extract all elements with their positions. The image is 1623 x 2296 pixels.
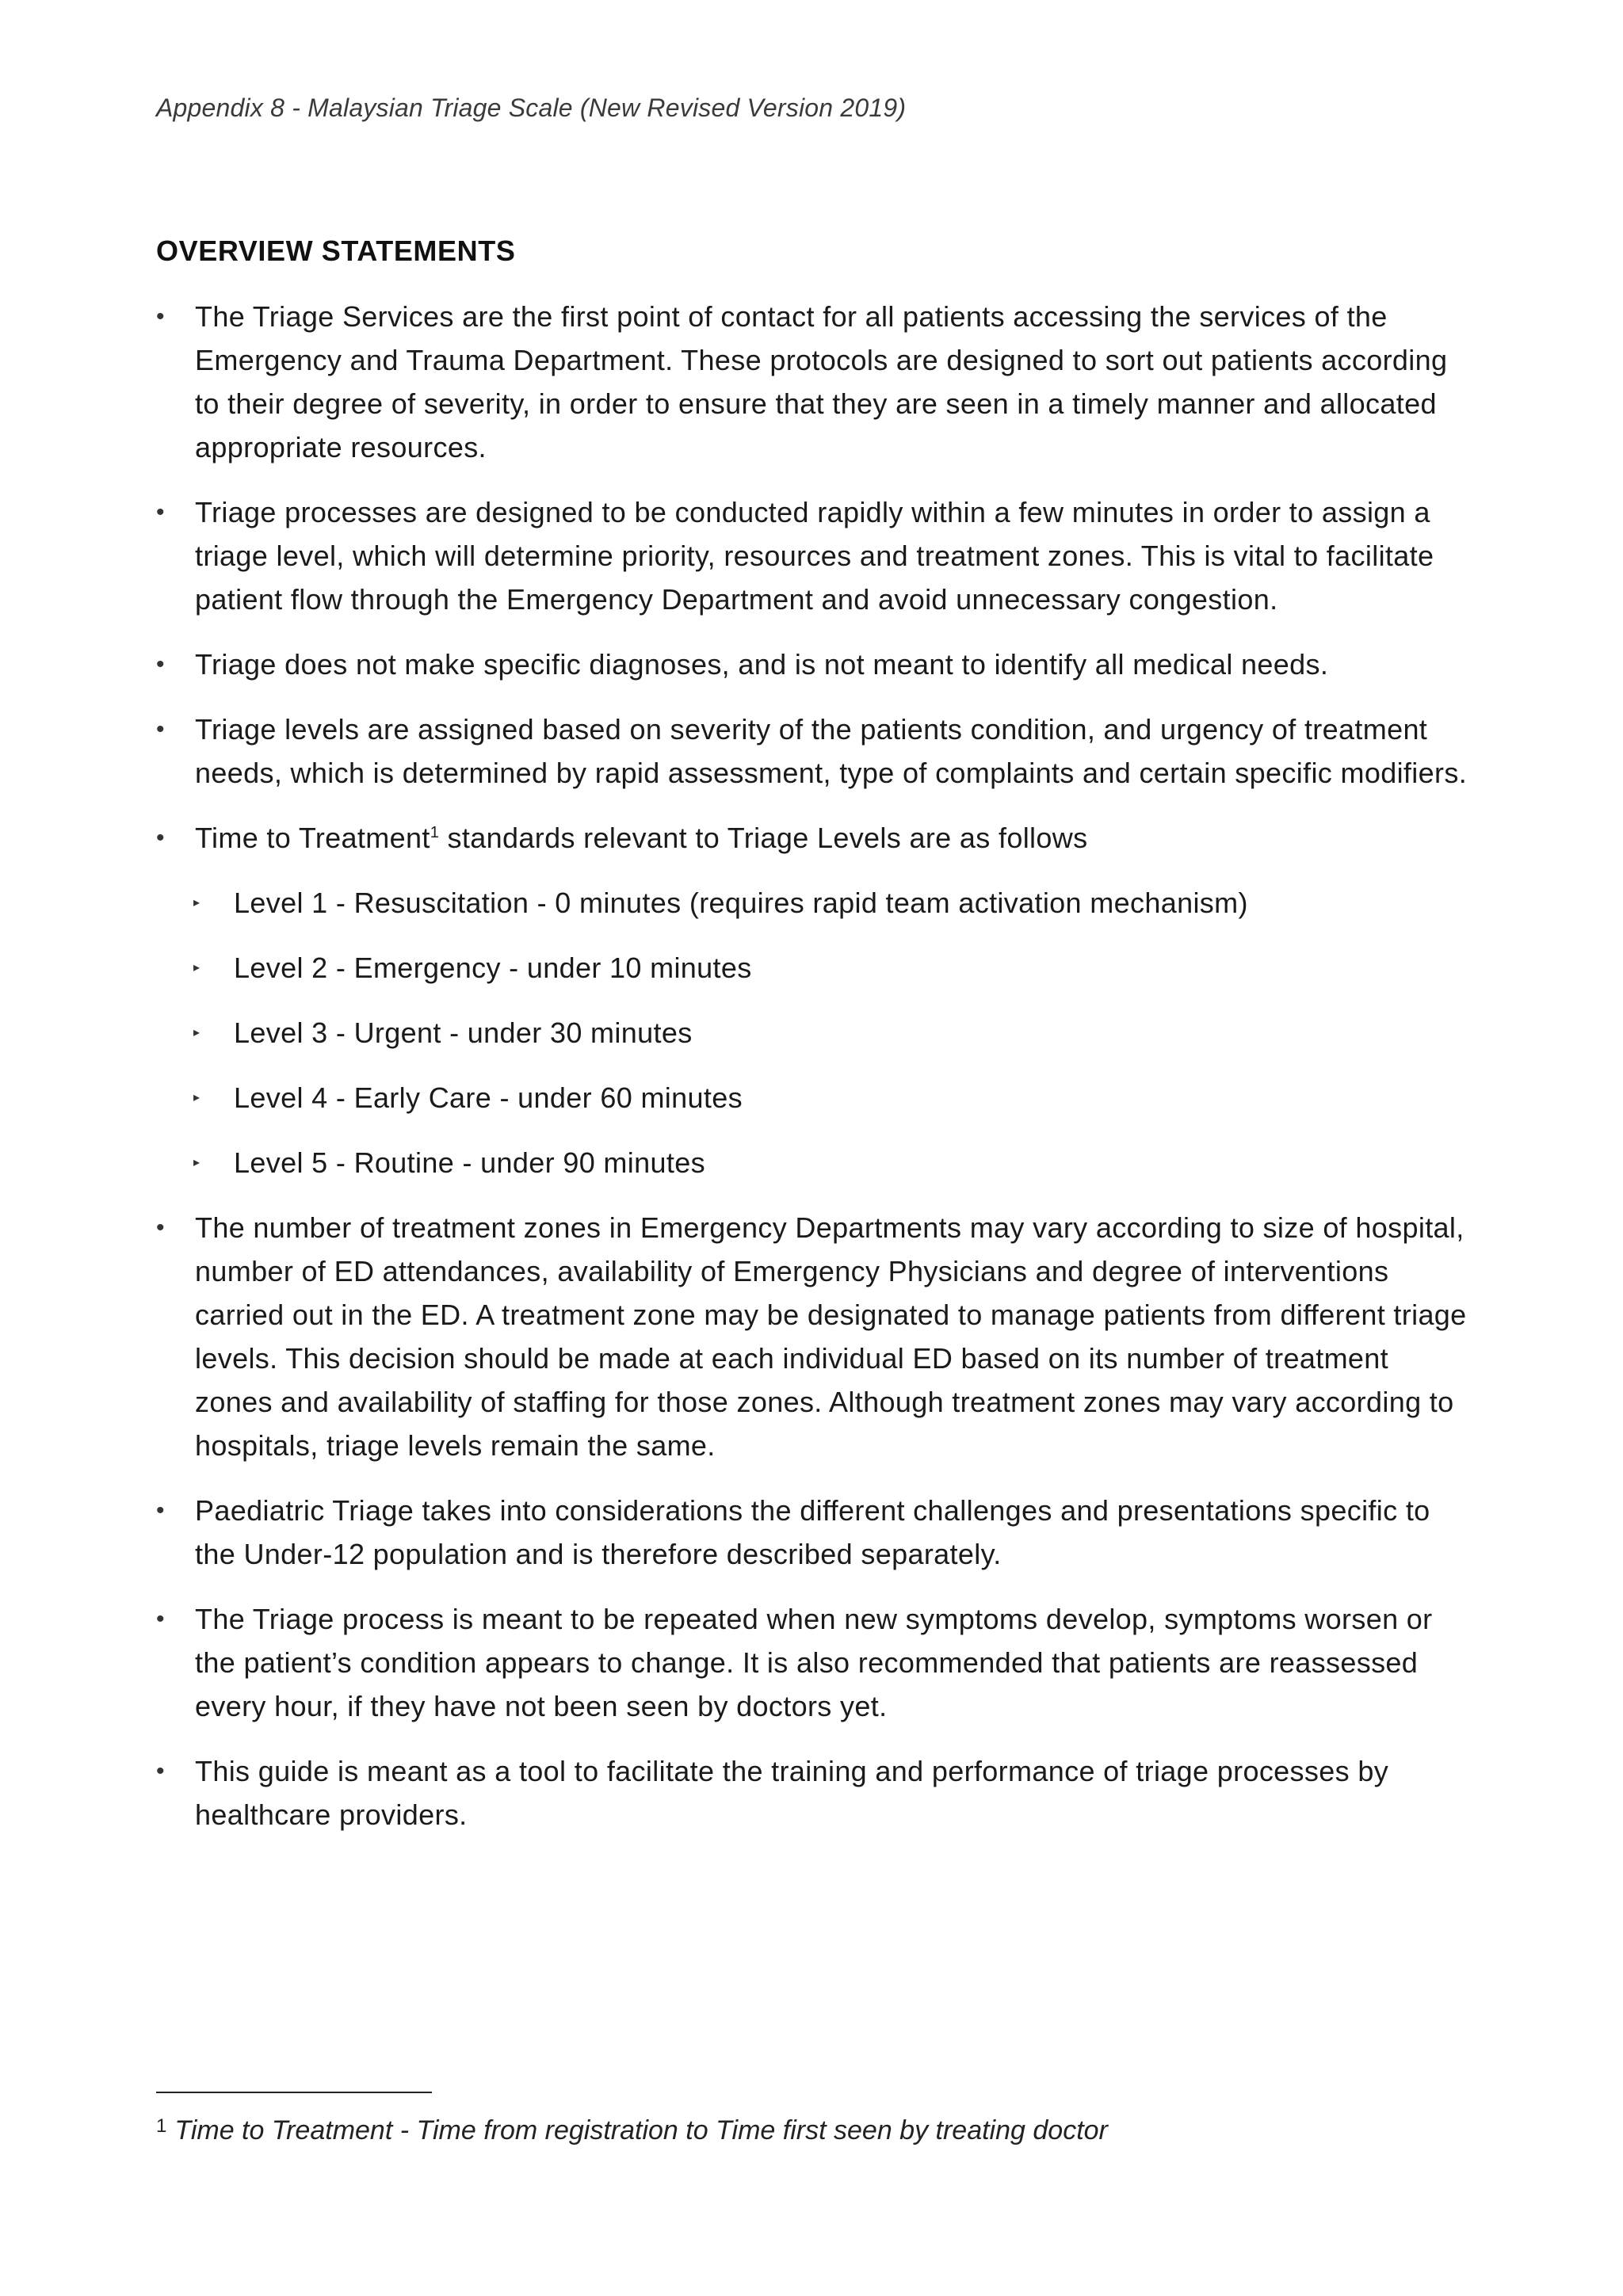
bullet-text (195, 822, 1087, 854)
bullet-item-time-to-treatment (156, 816, 1472, 1184)
bullet-item (156, 1597, 1472, 1728)
bullet-text: Triage does not make specific diagnoses, and is not meant to identify all medical needs. (195, 648, 1329, 681)
bullet-item (156, 490, 1472, 621)
page-header: Appendix 8 - Malaysian Triage Scale (New Revised Version 2019) (156, 93, 907, 122)
bullet-dot-icon: • (156, 1215, 165, 1241)
footnote-divider (156, 2092, 432, 2093)
triage-level-text: Level 2 - Emergency - under 10 minutes (234, 952, 752, 984)
bullet-dot-icon: • (156, 1497, 165, 1524)
triage-level-list (195, 881, 1472, 1184)
section-title: OVERVIEW STATEMENTS (156, 235, 516, 267)
bullet-item (156, 1749, 1472, 1836)
bullet-item (156, 295, 1472, 469)
bullet-dot-icon: • (156, 651, 165, 677)
triage-level-item (156, 1141, 1472, 1184)
triangle-bullet-icon: ▸ (193, 1026, 200, 1039)
bullet-dot-icon: • (156, 1758, 165, 1784)
bullet-dot-icon: • (156, 716, 165, 742)
triage-level-item (156, 1011, 1472, 1055)
triage-level-text: Level 4 - Early Care - under 60 minutes (234, 1081, 743, 1114)
triangle-bullet-icon: ▸ (193, 896, 200, 910)
triage-level-text: Level 1 - Resuscitation - 0 minutes (requires rapid team activation mechanism) (234, 887, 1248, 919)
bullet-text: Triage processes are designed to be conducted rapidly within a few minutes in order to assign a triage level, which will determine priority, resources and treatment zones. This is vital to facilitate patient flow through the Emergency Department and avoid unnecessary congestion. (195, 496, 1434, 616)
footnote-reference[interactable]: 1 (430, 824, 440, 841)
overview-bullet-list (156, 295, 1472, 1858)
bullet-text: Triage levels are assigned based on severity of the patients condition, and urgency of treatment needs, which is determined by rapid assessment, type of complaints and certain specific modifiers. (195, 713, 1468, 789)
triage-level-text: Level 3 - Urgent - under 30 minutes (234, 1016, 693, 1049)
triage-level-item (156, 946, 1472, 990)
triage-level-item (156, 1076, 1472, 1119)
bullet-text: The Triage process is meant to be repeated when new symptoms develop, symptoms worsen or the patient’s condition appears to change. It is also recommended that patients are reassessed every hour, if they have not been seen by doctors yet. (195, 1603, 1433, 1722)
footnote-text: Time to Treatment - Time from registration to Time first seen by treating doctor (174, 2115, 1108, 2145)
bullet-dot-icon: • (156, 303, 165, 330)
bullet-text-after: standards relevant to Triage Levels are as follows (439, 822, 1088, 854)
bullet-item (156, 707, 1472, 795)
footnote (156, 2115, 1108, 2146)
triage-level-text: Level 5 - Routine - under 90 minutes (234, 1146, 705, 1179)
triangle-bullet-icon: ▸ (193, 1091, 200, 1104)
bullet-item (156, 1489, 1472, 1576)
triangle-bullet-icon: ▸ (193, 1156, 200, 1169)
bullet-text: The Triage Services are the first point of contact for all patients accessing the services of the Emergency and Trauma Department. These protocols are designed to sort out patients according to their degree of severity, in order to ensure that they are seen in a timely manner and allocated appropriate resources. (195, 300, 1448, 463)
bullet-item (156, 643, 1472, 686)
bullet-text: Paediatric Triage takes into considerations the different challenges and presentations specific to the Under-12 population and is therefore described separately. (195, 1494, 1430, 1570)
bullet-text: This guide is meant as a tool to facilitate the training and performance of triage processes by healthcare providers. (195, 1755, 1389, 1831)
footnote-mark: 1 (156, 2115, 167, 2137)
triangle-bullet-icon: ▸ (193, 961, 200, 974)
bullet-text-before: Time to Treatment (195, 822, 430, 854)
bullet-item (156, 1206, 1472, 1467)
bullet-dot-icon: • (156, 1606, 165, 1632)
bullet-dot-icon: • (156, 499, 165, 525)
bullet-dot-icon: • (156, 825, 165, 851)
triage-level-item (156, 881, 1472, 925)
bullet-text: The number of treatment zones in Emergency Departments may vary according to size of hospital, number of ED attendances, availability of Emergency Physicians and degree of interventions carried out in the ED. A treatment zone may be designated to manage patients from different triage levels. This decision should be made at each individual ED based on its number of treatment zones and availability of staffing for those zones. Although treatment zones may vary according to hospitals, triage levels remain the same. (195, 1211, 1467, 1462)
